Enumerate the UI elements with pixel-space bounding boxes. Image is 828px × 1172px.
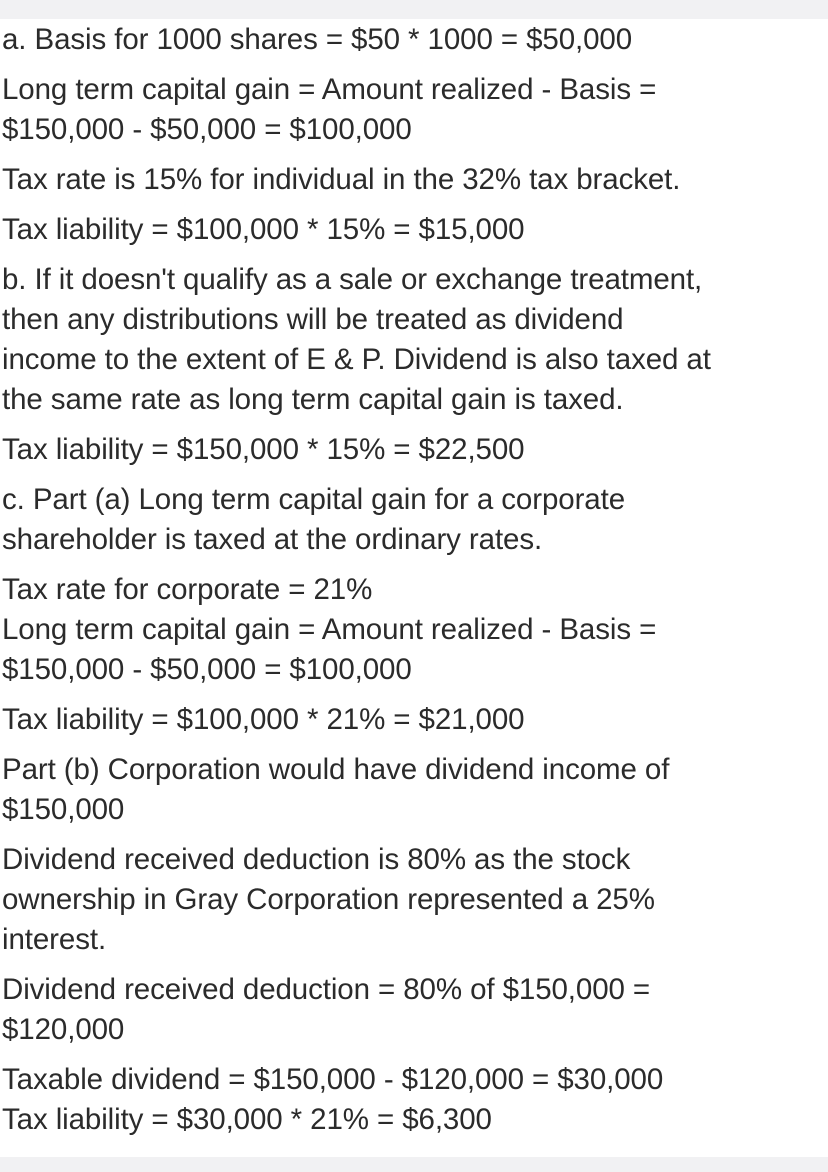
text-line-part-b-corp-2: $150,000: [2, 793, 125, 826]
text-line-tax-liability-final: Tax liability = $30,000 * 21% = $6,300: [2, 1103, 492, 1136]
text-line-drd-calc-1: Dividend received deduction = 80% of $150,000 =: [2, 973, 651, 1006]
text-line-part-b-3: income to the extent of E & P. Dividend is also taxed at: [2, 343, 711, 376]
text-line-ltcg-value-c: $150,000 - $50,000 = $100,000: [2, 653, 412, 686]
text-line-drd-2: ownership in Gray Corporation represented a 25%: [2, 883, 655, 916]
text-line-tax-liability-b: Tax liability = $150,000 * 15% = $22,500: [2, 433, 525, 466]
text-line-ltcg-value: $150,000 - $50,000 = $100,000: [2, 113, 412, 146]
text-line-ltcg-formula: Long term capital gain = Amount realized - Basis =: [2, 73, 657, 106]
text-line-drd-3: interest.: [2, 923, 107, 956]
text-line-ltcg-formula-c: Long term capital gain = Amount realized - Basis =: [2, 613, 657, 646]
text-line-drd-1: Dividend received deduction is 80% as the stock: [2, 843, 631, 876]
text-line-part-b-4: the same rate as long term capital gain is taxed.: [2, 383, 624, 416]
text-line-drd-calc-2: $120,000: [2, 1013, 125, 1046]
text-line-part-b-corp-1: Part (b) Corporation would have dividend income of: [2, 753, 670, 786]
text-line-tax-liability-a: Tax liability = $100,000 * 15% = $15,000: [2, 213, 525, 246]
text-line-part-b-2: then any distributions will be treated as dividend: [2, 303, 624, 336]
text-line-part-c-2: shareholder is taxed at the ordinary rates.: [2, 523, 543, 556]
text-line-tax-liability-c: Tax liability = $100,000 * 21% = $21,000: [2, 703, 525, 736]
text-line-basis: a. Basis for 1000 shares = $50 * 1000 = $50,000: [2, 23, 633, 56]
document-page: [0, 19, 828, 1157]
text-line-taxable-dividend: Taxable dividend = $150,000 - $120,000 = $30,000: [2, 1063, 664, 1096]
text-line-part-c-1: c. Part (a) Long term capital gain for a corporate: [2, 483, 625, 516]
text-line-corp-rate: Tax rate for corporate = 21%: [2, 573, 373, 606]
text-line-part-b-1: b. If it doesn't qualify as a sale or exchange treatment,: [2, 263, 703, 296]
text-line-tax-rate: Tax rate is 15% for individual in the 32% tax bracket.: [2, 163, 681, 196]
